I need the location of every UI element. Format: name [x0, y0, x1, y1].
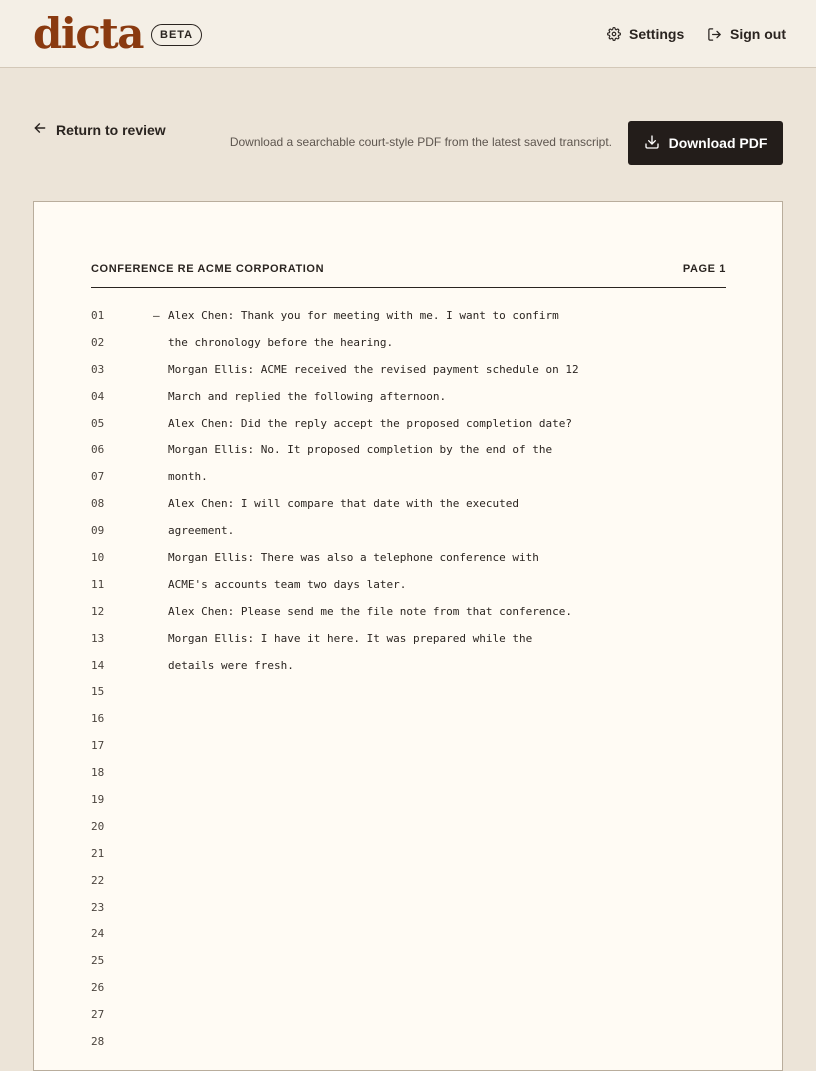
line-text: Morgan Ellis: No. It proposed completion by the end of the [168, 443, 553, 457]
line-number: 02 [91, 335, 105, 349]
line-number: 21 [91, 846, 105, 860]
download-hint: Download a searchable court-style PDF from the latest saved transcript. [229, 135, 612, 149]
transcript-line [91, 814, 731, 841]
transcript-line [91, 437, 731, 464]
transcript-line [91, 921, 731, 948]
transcript-line [91, 384, 731, 411]
return-to-review-label: Return to review [56, 121, 166, 138]
line-text: Morgan Ellis: I have it here. It was prepared while the [168, 631, 533, 645]
line-text: Morgan Ellis: There was also a telephone conference with [168, 551, 539, 565]
return-to-review-link[interactable] [33, 121, 166, 138]
transcript-line [91, 491, 731, 518]
line-number: 07 [91, 470, 105, 484]
download-pdf-label: Download PDF [668, 135, 768, 151]
line-number: 08 [91, 497, 105, 511]
transcript-line [91, 787, 731, 814]
top-bar [0, 0, 816, 68]
line-number: 12 [91, 604, 105, 618]
line-number: 24 [91, 927, 105, 941]
line-text: the chronology before the hearing. [168, 335, 394, 349]
line-number: 06 [91, 443, 105, 457]
arrow-left-icon [33, 121, 47, 138]
transcript-line [91, 895, 731, 922]
transcript-line [91, 599, 731, 626]
line-text: month. [168, 470, 208, 484]
line-number: 27 [91, 1008, 105, 1022]
transcript-line [91, 760, 731, 787]
transcript-line [91, 1002, 731, 1029]
page-header [91, 263, 726, 288]
line-number: 25 [91, 954, 105, 968]
download-pdf-button[interactable] [628, 121, 783, 165]
line-number: 05 [91, 416, 105, 430]
transcript-page [33, 201, 783, 1071]
line-dash: — [153, 309, 160, 322]
settings-label: Settings [629, 26, 685, 42]
sign-out-link[interactable] [707, 24, 786, 44]
line-text: agreement. [168, 524, 235, 538]
line-number: 16 [91, 712, 105, 726]
line-text: March and replied the following afternoon. [168, 389, 447, 403]
download-icon [644, 134, 660, 153]
line-number: 03 [91, 362, 105, 376]
line-number: 23 [91, 900, 105, 914]
transcript-line [91, 303, 731, 330]
line-text: details were fresh. [168, 658, 294, 672]
line-number: 18 [91, 766, 105, 780]
line-number: 22 [91, 873, 105, 887]
transcript-line [91, 868, 731, 895]
transcript-line [91, 975, 731, 1002]
transcript-line [91, 357, 731, 384]
transcript-lines [91, 303, 731, 1056]
gear-icon [607, 27, 621, 41]
transcript-line [91, 464, 731, 491]
transcript-line [91, 653, 731, 680]
line-number: 19 [91, 793, 105, 807]
line-number: 11 [91, 577, 105, 591]
line-number: 28 [91, 1035, 105, 1049]
sign-out-icon [707, 27, 722, 42]
line-text: Alex Chen: Thank you for meeting with me. I want to confirm [168, 309, 559, 322]
line-number: 10 [91, 551, 105, 565]
line-number: 14 [91, 658, 105, 672]
page-title: CONFERENCE RE ACME CORPORATION [91, 263, 325, 275]
line-number: 15 [91, 685, 105, 699]
transcript-line [91, 679, 731, 706]
transcript-line [91, 518, 731, 545]
line-number: 13 [91, 631, 105, 645]
logo[interactable]: dicta [33, 9, 144, 58]
line-number: 17 [91, 739, 105, 753]
settings-link[interactable] [607, 24, 684, 44]
line-number: 26 [91, 981, 105, 995]
line-number: 04 [91, 389, 105, 403]
sign-out-label: Sign out [730, 26, 786, 42]
transcript-line [91, 626, 731, 653]
line-text: Alex Chen: Please send me the file note from that conference. [168, 604, 572, 618]
transcript-line [91, 545, 731, 572]
line-number: 09 [91, 524, 105, 538]
transcript-line [91, 411, 731, 438]
transcript-line [91, 706, 731, 733]
line-text: Alex Chen: I will compare that date with the executed [168, 497, 519, 511]
transcript-line [91, 1029, 731, 1056]
line-number: 01 [91, 309, 105, 322]
transcript-line [91, 330, 731, 357]
transcript-line [91, 733, 731, 760]
beta-badge: BETA [151, 24, 202, 46]
line-number: 20 [91, 819, 105, 833]
transcript-line [91, 841, 731, 868]
line-text: ACME's accounts team two days later. [168, 577, 407, 591]
line-text: Alex Chen: Did the reply accept the proposed completion date? [168, 416, 572, 430]
page-number: PAGE 1 [682, 263, 726, 275]
transcript-line [91, 948, 731, 975]
line-text: Morgan Ellis: ACME received the revised payment schedule on 12 [168, 362, 579, 376]
transcript-line [91, 572, 731, 599]
